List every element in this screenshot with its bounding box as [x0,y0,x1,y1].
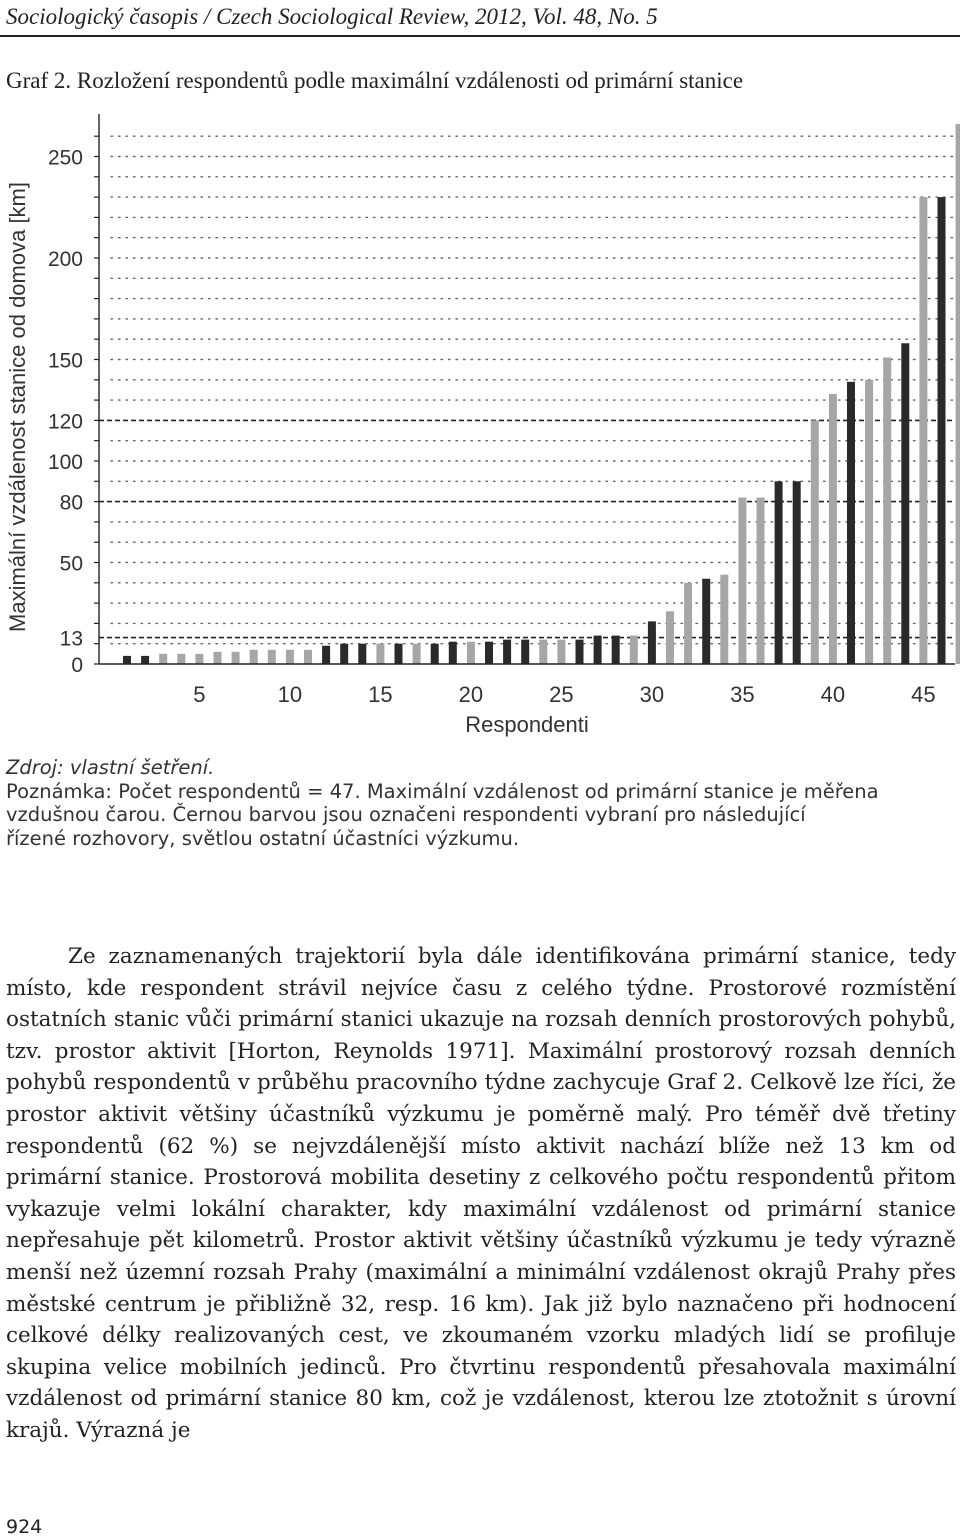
chart-bar-other [919,197,927,664]
chart-bar-selected [521,640,529,664]
chart-x-tick-label: 40 [820,682,846,707]
chart-y-tick-labels [48,147,83,678]
figure-note-line: vzdušnou čarou. Černou barvou jsou označeni respondenti vybraní pro následující [6,803,806,826]
bar-chart [0,100,960,740]
chart-y-tick-label: 80 [59,491,83,515]
body-text [6,941,956,1447]
chart-bar-other [738,498,746,664]
chart-y-tick-label: 200 [47,248,83,271]
chart-y-tick-label: 120 [47,410,83,434]
chart-x-tick-label: 5 [193,682,206,707]
chart-x-tick-label: 20 [458,682,484,707]
chart-bar-other [539,640,547,664]
chart-y-axis-label: Maximální vzdálenost stanice od domova [km] [5,182,30,632]
chart-bar-other [630,636,638,664]
chart-bar-other [159,654,167,664]
figure-source: Zdroj: vlastní šetření. [6,756,215,779]
chart-y-tick-label: 100 [47,451,83,474]
chart-bar-other [286,650,294,664]
chart-bar-other [865,380,873,664]
chart-bar-other [684,583,692,664]
chart-bar-selected [503,640,511,664]
chart-bar-selected [901,343,909,664]
chart-bar-selected [340,644,348,664]
chart-bars [123,124,960,664]
chart-bar-other [956,124,960,664]
chart-x-tick-label: 25 [549,682,574,707]
chart-bar-selected [847,382,855,664]
chart-x-axis-label: Respondenti [465,712,589,737]
figure-title: Graf 2. Rozložení respondentů podle maximální vzdálenosti od primární stanice [6,68,744,93]
chart-bar-selected [594,636,602,664]
chart-bar-selected [358,644,366,664]
chart-y-tick-label: 150 [47,349,83,373]
chart-x-tick-labels [193,682,935,707]
figure-note-line: Poznámka: Počet respondentů = 47. Maximální vzdálenost od primární stanice je měřena [6,779,879,803]
chart-bar-other [304,650,312,664]
chart-x-tick-label: 15 [368,682,393,707]
chart-bar-other [720,575,728,664]
chart-bar-other [413,644,421,664]
chart-x-tick-label: 45 [911,682,936,707]
chart-bar-other [376,644,384,664]
page-number: 924 [6,1516,43,1538]
chart-y-tick-label: 13 [59,627,83,651]
chart-bar-other [232,652,240,664]
chart-bar-other [811,420,819,664]
chart-bar-selected [322,646,330,664]
chart-bar-other [250,650,258,664]
chart-bar-selected [431,644,439,664]
chart-y-tick-label: 250 [47,146,83,170]
figure-note-line: řízené rozhovory, světlou ostatní účastníci výzkumu. [6,826,520,850]
chart-bar-other [268,650,276,664]
chart-bar-selected [485,642,493,664]
chart-bar-other [195,654,203,664]
chart-bar-selected [123,656,131,664]
chart-bar-selected [938,197,946,664]
chart-bar-selected [612,636,620,664]
chart-y-tick-label: 50 [59,552,83,576]
chart-bar-other [883,357,891,664]
chart-grid [111,136,955,644]
chart-bar-selected [449,642,457,664]
chart-bar-selected [775,481,783,664]
chart-bar-other [467,642,475,664]
chart-bar-selected [576,640,584,664]
chart-y-tick-label: 0 [71,654,83,677]
chart-bar-selected [793,481,801,664]
chart-bar-other [757,498,765,664]
chart-x-tick-label: 10 [277,682,303,707]
chart-bar-other [177,654,185,664]
chart-x-tick-label: 35 [730,682,755,707]
header-rule [0,35,960,37]
chart-bar-selected [141,656,149,664]
chart-bar-selected [395,644,403,664]
chart-reference-lines [99,420,955,637]
chart-bar-selected [648,621,656,664]
chart-bar-other [666,611,674,664]
chart-x-tick-label: 30 [639,682,665,707]
figure-notes [6,756,956,850]
chart-bar-other [214,652,222,664]
chart-bar-other [829,394,837,664]
body-paragraph: Ze zaznamenaných trajektorií byla dále identifikována primární stanice, tedy místo, kde respondent strávil nejvíce času z celého týdne. Prostorové rozmístění ostatních stanic vůči primární stanici ukazuje na rozsah denních prostorových pohybů, tzv. prostor aktivit [Horton, Reynolds 1971]. Maximální prostorový rozsah denních pohybů respondentů v průběhu pracovního týdne zachycuje Graf 2. Celkově lze říci, že prostor aktivit většiny účastníků výzkumu je poměrně malý. Pro téměř dvě třetiny respondentů (62 %) se nejvzdálenější místo aktivit nachází blíže než 13 km od primární stanice. Prostorová mobilita desetiny z celkového počtu respondentů přitom vykazuje velmi lokální charakter, kdy maximální vzdálenost od primární stanice nepřesahuje pět kilometrů. Prostor aktivit většiny účastníků výzkumu je tedy výrazně menší než územní rozsah Prahy (maximální a minimální vzdálenost okrajů Prahy přes městské centrum je přibližně 32, resp. 16 km). Jak již bylo naznačeno při hodnocení celkové délky realizovaných cest, ve zkoumaném vzorku mladých lidí se profiluje skupina velice mobilních jedinců. Pro čtvrtinu respondentů přesahovala maximální vzdálenost od primární stanice 80 km, což je vzdálenost, kterou lze ztotožnit s úrovní krajů. Výrazná je [6,944,956,1443]
journal-header: Sociologický časopis / Czech Sociological Review, 2012, Vol. 48, No. 5 [6,4,658,29]
chart-bar-other [557,640,565,664]
chart-bar-selected [702,579,710,664]
